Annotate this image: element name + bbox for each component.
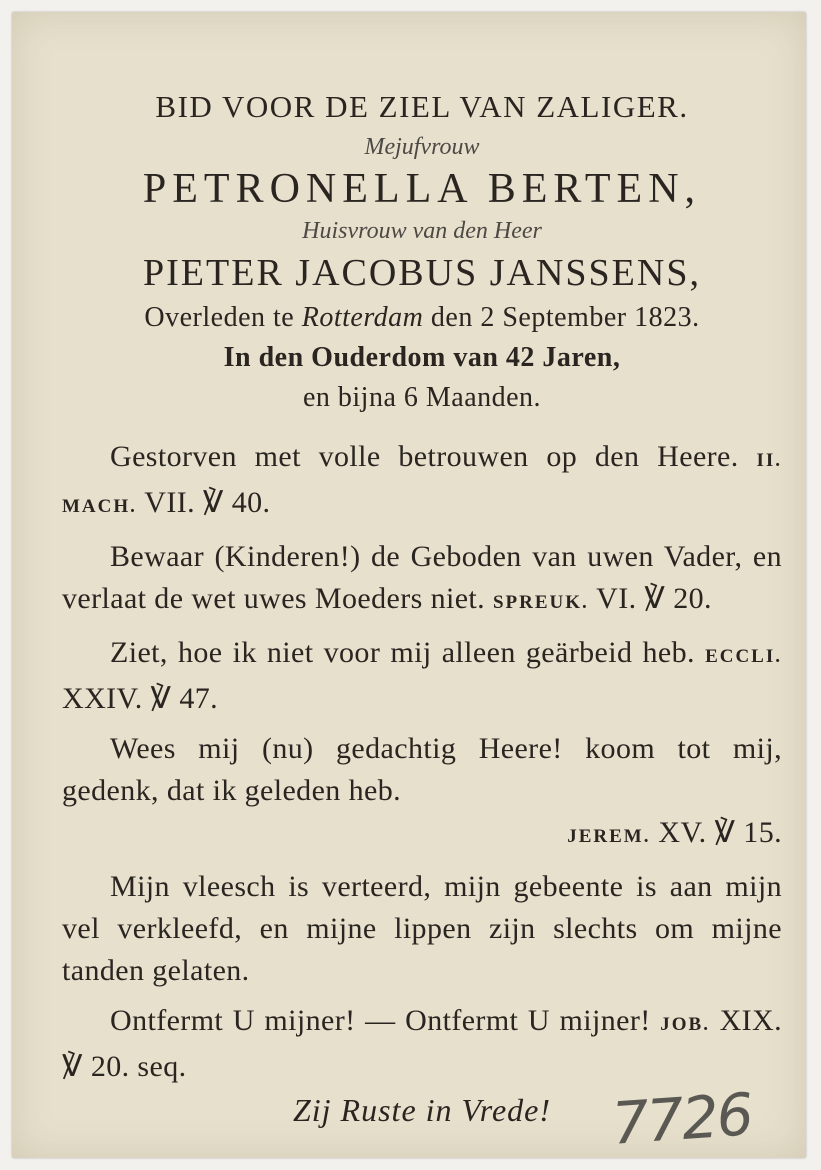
verse-ref-book: JOB. (660, 1014, 710, 1035)
verse-ref-chapter: XV. (658, 816, 707, 849)
death-place: Rotterdam (301, 302, 424, 333)
verse-1 (62, 436, 782, 528)
verse-ref-verse: ℣ 20. seq. (62, 1050, 187, 1083)
verse-3 (62, 632, 782, 720)
verse-2 (62, 536, 782, 624)
husband-name: PIETER JACOBUS JANSSENS, (143, 252, 701, 294)
verse-ref-chapter: XIX. (719, 1004, 783, 1037)
verse-ref-chapter: VII. (144, 486, 196, 519)
verse-ref-verse: ℣ 40. (202, 486, 271, 519)
handwritten-catalog-number: 7726 (609, 1080, 754, 1158)
verse-ref-verse: ℣ 20. (644, 582, 712, 615)
relation-line: Huisvrouw van den Heer (302, 218, 542, 244)
deceased-name: PETRONELLA BERTEN, (142, 166, 702, 212)
title-small: Mejufvrouw (364, 134, 480, 160)
age-line-1: In den Ouderdom van 42 Jaren, (223, 342, 621, 373)
death-line (62, 298, 782, 338)
verse-ref-book: SPREUK. (492, 592, 589, 613)
verse-text: Ontfermt U mijner! — Ontfermt U mijner! (110, 1004, 651, 1037)
verse-text: Gestorven met volle betrouwen op den Heere. (110, 440, 739, 473)
verse-text: Ziet, hoe ik niet voor mij alleen geärbeid heb. (110, 636, 695, 669)
death-suffix: den 2 September 1823. (430, 302, 700, 333)
verse-ref-book: JEREM. (567, 826, 651, 847)
verse-ref-verse: ℣ 15. (714, 816, 782, 849)
age-line-2: en bijna 6 Maanden. (302, 382, 542, 413)
verse-text: Mijn vleesch is verteerd, mijn gebeente is aan mijn vel verkleefd, en mijne lippen zijn slechts om mijne tanden gelaten. (62, 870, 782, 987)
verse-4-ref (62, 812, 782, 858)
card-content (62, 84, 782, 1129)
verse-6 (62, 1000, 782, 1088)
death-prefix: Overleden te (144, 302, 295, 333)
verse-4 (62, 728, 782, 812)
verse-5 (62, 866, 782, 992)
verse-ref-chapter: XXIV. (62, 682, 143, 715)
verse-ref-verse: ℣ 47. (150, 682, 219, 715)
verse-text: Wees mij (nu) gedachtig Heere! koom tot mij, gedenk, dat ik geleden heb. (62, 732, 782, 807)
verse-ref-book: II. MACH. (62, 450, 782, 517)
prayer-header: BID VOOR DE ZIEL VAN ZALIGER. (155, 89, 689, 124)
verse-ref-chapter: VI. (596, 582, 637, 615)
memorial-card (12, 12, 806, 1158)
closing-line: Zij Ruste in Vrede! (292, 1092, 552, 1128)
verse-ref-book: ECCLI. (705, 646, 782, 667)
verse-text: Bewaar (Kinderen!) de Geboden van uwen Vader, en verlaat de wet uwes Moeders niet. (62, 540, 782, 615)
